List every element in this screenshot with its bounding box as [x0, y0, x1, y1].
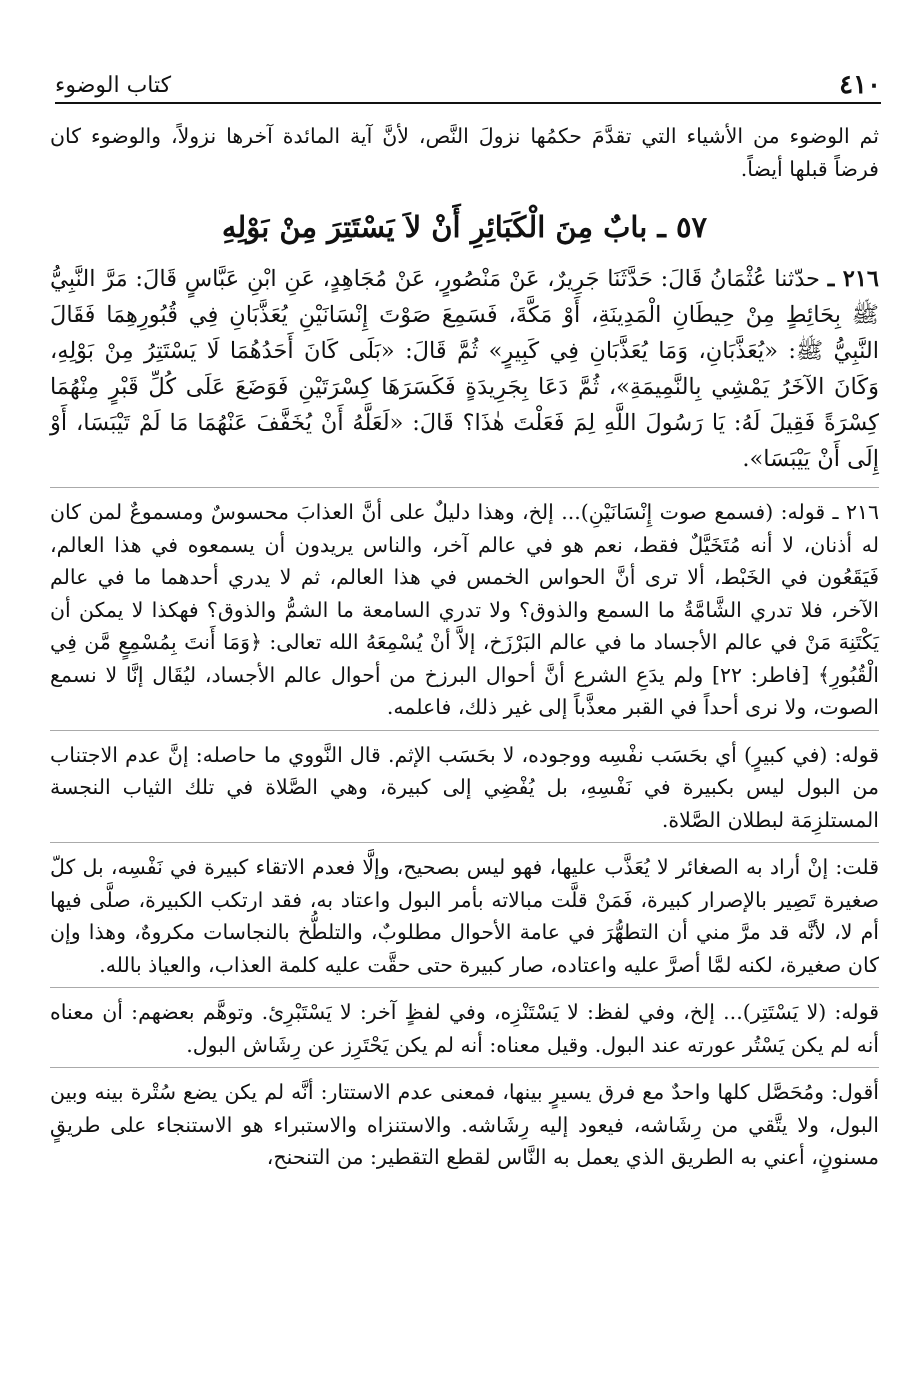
hadith-number: ٢١٦ ـ	[827, 266, 879, 292]
intro-paragraph: ثم الوضوء من الأشياء التي تقدَّمَ حكمُها نزولَ النَّص، لأنَّ آية المائدة آخرها نزولاً، والوضوء كان فرضاً قبلها أيضاً.	[50, 124, 879, 181]
divider	[50, 842, 879, 843]
page-body	[50, 120, 879, 1174]
divider	[50, 730, 879, 731]
page-header	[55, 68, 881, 104]
commentary-paragraph-3: قلت: إنْ أراد به الصغائر لا يُعَذَّب عليها، فهو ليس بصحيح، وإلَّا فعدم الاتقاء كبيرة في نَفْسِه، بل كلّ صغيرة تَصِير بالإصرار كبيرة، فَمَنْ قلَّت مبالاته بأمر البول واعتاد به، فقد ارتكب الكبيرة، صلَّى فيها أم لا، لأنَّه قد مرَّ مني أن التطهُّرَ في عامة الأحوال مطلوبٌ، والتلطُّخ بالنجاسات مكروهٌ، وهذا وإن كان صغيرة، لكنه لمَّا أصرَّ عليه واعتاده، صار كبيرة حتى حقَّت عليه كلمة العذاب، والعياذ بالله.	[50, 855, 879, 977]
commentary-paragraph-4: قوله: (لا يَسْتَتِر)... إلخ، وفي لفظ: لا يَسْتَنْزِه، وفي لفظٍ آخر: لا يَسْتَبْرِئ. وتوهَّم بعضهم: أن معناه أنه لم يكن يَسْتُر عورته عند البول. وقيل معناه: أنه لم يكن يَحْتَرِز عن رِشَاش البول.	[50, 1000, 879, 1057]
chapter-title: ٥٧ ـ بابٌ مِنَ الْكَبَائِرِ أَنْ لاَ يَسْتَتِرَ مِنْ بَوْلِهِ	[221, 210, 708, 244]
hadith-text	[50, 261, 879, 477]
divider	[50, 487, 879, 488]
commentary-paragraph-1: ٢١٦ ـ قوله: (فسمع صوت إِنْسَانَيْنِ)... إلخ، وهذا دليلٌ على أنَّ العذابَ محسوسٌ ومسموعٌ لمن كان له أذنان، لا أنه مُتَخَيَّلٌ فقط، نعم هو في عالم آخر، والناس يريدون أن يسمعوه في هذا العالم، فَيَقَعُون في الخَبْط، ألا ترى أنَّ الحواس الخمس في هذا العالم، ثم لا يدري أحدهما ما في عالم الآخر، فلا تدري الشَّامَّةُ ما السمع والذوق؟ ولا تدري السامعة ما الشمُّ والذوق؟ فهكذا لا يمكن أن يَكْتَنِهَ مَنْ في عالم الأجساد ما في عالم البَرْزَخ، إلاَّ أنْ يُسْمِعَهُ الله تعالى: ﴿وَمَا أَنتَ بِمُسْمِعٍ مَّن فِي الْقُبُورِ﴾ [فاطر: ٢٢] ولم يدَعِ الشرع أنَّ أحوال البرزخ من أحوال عالم الأجساد، ليُقَال إنَّا لا نسمع الصوت، ولا نرى أحداً في القبر معذَّباً إلى غير ذلك، فاعلمه.	[50, 500, 879, 719]
divider	[50, 987, 879, 988]
page-number: ٤١٠	[839, 70, 881, 100]
commentary-paragraph-5: أقول: ومُحَصَّل كلها واحدٌ مع فرق يسيرٍ بينها، فمعنى عدم الاستتار: أنَّه لم يكن يضع سُتْرة بينه وبين البول، ولا يتَّقي من رِشَاشه، فيعود إليه رِشَاشه. والاستنزاه والاستبراء هو الاستنجاء على طريقٍ مسنونٍ، أعني به الطريق الذي يعمل به النَّاس لقطع التقطير: من التنحنح،	[50, 1080, 879, 1169]
commentary-paragraph-2: قوله: (في كبيرٍ) أي بحَسَب نفْسِه ووجوده، لا بحَسَب الإثم. قال النَّووي ما حاصله: إنَّ عدم الاجتناب من البول ليس بكبيرة في نَفْسِهِ، بل يُفْضِي إلى كبيرة، وهي الصَّلاة في تلك الثياب النجسة المستلزِمَة لبطلان الصَّلاة.	[50, 742, 879, 832]
running-title: كتاب الوضوء	[55, 72, 172, 98]
divider	[50, 1067, 879, 1068]
hadith-body: حدّثنا عُثْمَانُ قَالَ: حَدَّثَنَا جَرِيرٌ، عَنْ مَنْصُورٍ، عَنْ مُجَاهِدٍ، عَنِ ابْنِ عَبَّاسٍ قَالَ: مَرَّ النَّبِيُّ ﷺ بِحَائِطٍ مِنْ حِيطَانِ الْمَدِينَةِ، أَوْ مَكَّةَ، فَسَمِعَ صَوْتَ إِنْسَانَيْنِ يُعَذَّبَانِ فِي قُبُورِهِمَا فَقَالَ النَّبِيُّ ﷺ: «يُعَذَّبَانِ، وَمَا يُعَذَّبَانِ فِي كَبِيرٍ» ثُمَّ قَالَ: «بَلَى كَانَ أَحَدُهُمَا لَا يَسْتَتِرُ مِنْ بَوْلِهِ، وَكَانَ الآخَرُ يَمْشِي بِالنَّمِيمَةِ»، ثُمَّ دَعَا بِجَرِيدَةٍ فَكَسَرَهَا كِسْرَتَيْنِ فَوَضَعَ عَلَى كُلِّ قَبْرٍ مِنْهُمَا كِسْرَةً فَقِيلَ لَهُ: يَا رَسُولَ اللَّهِ لِمَ فَعَلْتَ هٰذَا؟ قَالَ: «لَعَلَّهُ أَنْ يُخَفَّفَ عَنْهُمَا مَا لَمْ تَيْبَسَا، أَوْ إِلَى أَنْ يَيْبَسَا».	[50, 266, 879, 472]
